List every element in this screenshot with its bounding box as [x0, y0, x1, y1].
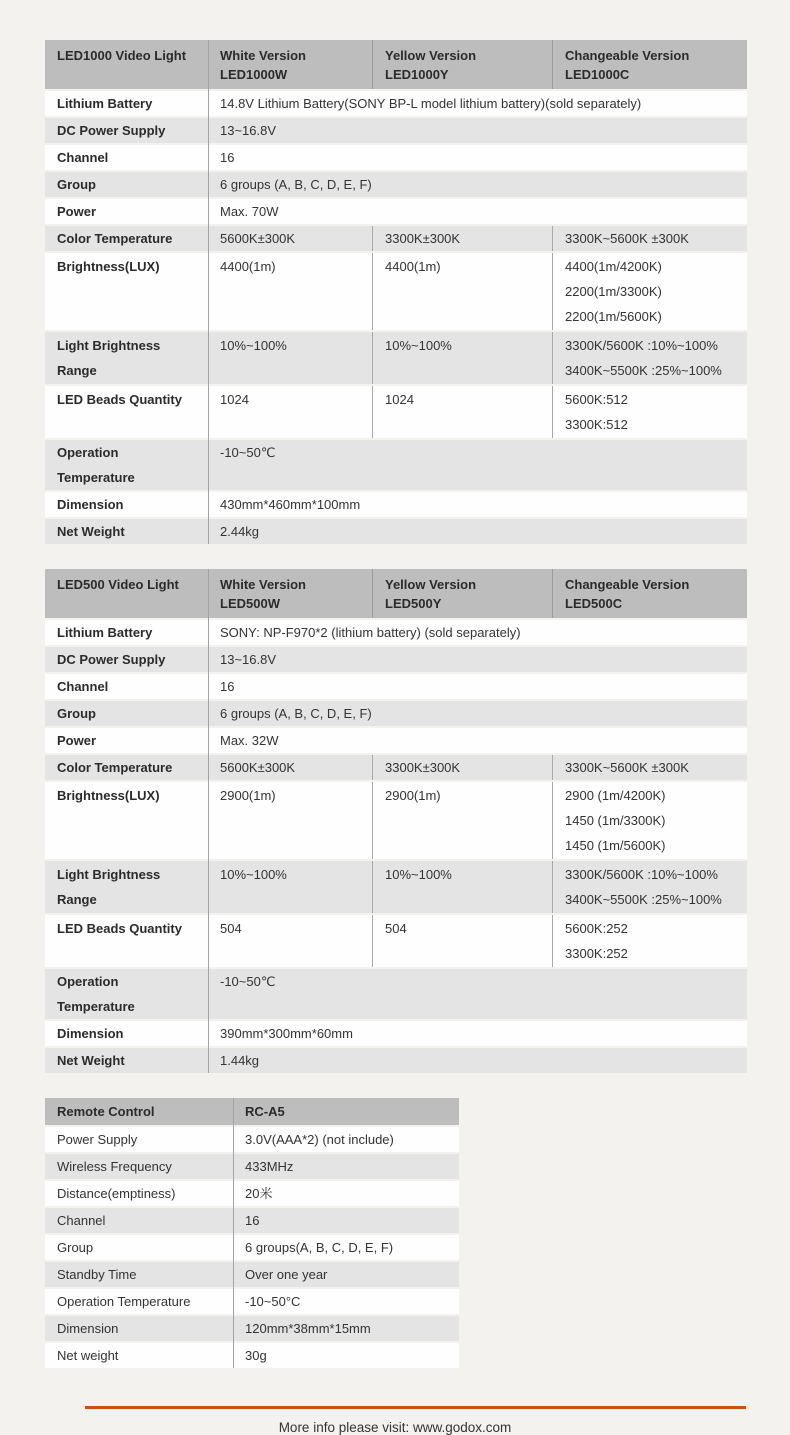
table-row-operation-temperature [45, 440, 747, 490]
led1000-table-header [45, 40, 747, 89]
row-label: Dimension [57, 1321, 119, 1336]
table-row-wireless-frequency [45, 1154, 459, 1179]
row-value: 120mm*38mm*15mm [245, 1321, 371, 1336]
value-line: 5600K:512 [565, 392, 628, 407]
cell-changeable-version [553, 253, 747, 330]
cell-yellow-version: 10%~100% [373, 332, 553, 384]
row-value: -10~50℃ [220, 445, 276, 460]
row-value: 2.44kg [220, 524, 260, 539]
row-value: -10~50℃ [220, 974, 276, 989]
row-value: 6 groups(A, B, C, D, E, F) [245, 1240, 394, 1255]
column-version-name: Yellow Version [385, 48, 477, 63]
value-line: 3300K:512 [565, 417, 628, 432]
column-header-white-version [208, 40, 373, 89]
row-value: 390mm*300mm*60mm [220, 1026, 353, 1041]
row-label: Color Temperature [57, 760, 173, 775]
table-row-lithium-battery [45, 620, 747, 645]
row-label: Net weight [57, 1348, 119, 1363]
column-model-name: LED500Y [385, 596, 442, 611]
cell-yellow-version: 3300K±300K [373, 226, 553, 251]
table-row-net-weight [45, 519, 747, 544]
row-label: Brightness(LUX) [57, 259, 160, 274]
table-row-operation-temperature [45, 1289, 459, 1314]
table-row-dimension [45, 1316, 459, 1341]
table-row-dimension [45, 492, 747, 517]
table-row-dc-power [45, 647, 747, 672]
cell-yellow-version: 4400(1m) [373, 253, 553, 330]
row-label: Operation Temperature [57, 445, 135, 485]
value-line: 3400K~5500K :25%~100% [565, 363, 722, 378]
row-label: Channel [57, 679, 109, 694]
remote-control-spec-table [45, 1098, 459, 1368]
table-row-channel [45, 145, 747, 170]
value-line: 5600K:252 [565, 921, 628, 936]
row-value: 20米 [245, 1186, 273, 1201]
column-model-name: LED1000Y [385, 67, 449, 82]
row-value: 1.44kg [220, 1053, 260, 1068]
cell-yellow-version: 1024 [373, 386, 553, 438]
row-label: Dimension [57, 1026, 124, 1041]
table-row-light-brightness-range [45, 332, 747, 384]
led1000-spec-table [45, 40, 747, 544]
row-label: DC Power Supply [57, 652, 166, 667]
value-line: 3300K/5600K :10%~100% [565, 338, 718, 353]
row-value: -10~50°C [245, 1294, 301, 1309]
row-label: LED Beads Quantity [57, 921, 182, 936]
column-version-name: White Version [220, 48, 306, 63]
row-value: 16 [220, 679, 235, 694]
table-row-light-brightness-range [45, 861, 747, 913]
column-model-name: LED500C [565, 596, 623, 611]
table-row-power [45, 199, 747, 224]
table-row-group [45, 172, 747, 197]
row-label: Lithium Battery [57, 96, 153, 111]
column-header-changeable-version [553, 569, 747, 618]
table-row-brightness [45, 782, 747, 859]
row-label: Color Temperature [57, 231, 173, 246]
value-line: 2200(1m/5600K) [565, 309, 662, 324]
row-value: Over one year [245, 1267, 328, 1282]
value-line: 4400(1m/4200K) [565, 259, 662, 274]
row-label: Dimension [57, 497, 124, 512]
cell-changeable-version [553, 782, 747, 859]
value-line: 2900 (1m/4200K) [565, 788, 666, 803]
value-line: 3300K:252 [565, 946, 628, 961]
table-row-power-supply [45, 1127, 459, 1152]
row-label: Power Supply [57, 1132, 138, 1147]
column-header-yellow-version [373, 569, 553, 618]
row-label: Wireless Frequency [57, 1159, 172, 1174]
footer-more-info-text: More info please visit: www.godox.com [278, 1420, 512, 1435]
row-label: Channel [57, 150, 109, 165]
row-label: Operation Temperature [57, 974, 135, 1014]
table-title: Remote Control [57, 1104, 155, 1119]
table-row-lithium-battery [45, 91, 747, 116]
row-value: 14.8V Lithium Battery(SONY BP-L model lithium battery)(sold separately) [220, 96, 642, 111]
row-label: Lithium Battery [57, 625, 153, 640]
table-row-net-weight [45, 1048, 747, 1073]
footer-divider-rule [85, 1406, 746, 1409]
table-row-group [45, 1235, 459, 1260]
table-row-net-weight [45, 1343, 459, 1368]
cell-white-version: 5600K±300K [208, 755, 373, 780]
led500-table-header [45, 569, 747, 618]
table-row-color-temperature [45, 755, 747, 780]
value-line: 3300K/5600K :10%~100% [565, 867, 718, 882]
cell-white-version: 5600K±300K [208, 226, 373, 251]
row-value: 16 [220, 150, 235, 165]
row-value: 16 [245, 1213, 260, 1228]
column-version-name: White Version [220, 577, 306, 592]
table-title: LED1000 Video Light [57, 48, 187, 63]
row-label: Distance(emptiness) [57, 1186, 176, 1201]
row-label: Net Weight [57, 524, 125, 539]
row-value: Max. 70W [220, 204, 279, 219]
table-row-dimension [45, 1021, 747, 1046]
row-label: Brightness(LUX) [57, 788, 160, 803]
column-model-name: LED1000W [220, 67, 288, 82]
row-value: 13~16.8V [220, 123, 277, 138]
table-row-dc-power [45, 118, 747, 143]
row-label: Channel [57, 1213, 106, 1228]
cell-white-version: 10%~100% [208, 332, 373, 384]
cell-changeable-version [553, 861, 747, 913]
value-line: 1450 (1m/5600K) [565, 838, 666, 853]
table-title: LED500 Video Light [57, 577, 179, 592]
row-label: DC Power Supply [57, 123, 166, 138]
led500-spec-table [45, 569, 747, 1073]
cell-changeable-version [553, 915, 747, 967]
row-label: Standby Time [57, 1267, 137, 1282]
table-row-color-temperature [45, 226, 747, 251]
value-line: 3400K~5500K :25%~100% [565, 892, 722, 907]
cell-changeable-version: 3300K~5600K ±300K [565, 760, 689, 775]
cell-yellow-version: 10%~100% [373, 861, 553, 913]
table-row-brightness [45, 253, 747, 330]
remote-table-header [45, 1098, 459, 1125]
cell-white-version: 1024 [208, 386, 373, 438]
column-model-name: LED1000C [565, 67, 630, 82]
column-model-name: LED500W [220, 596, 280, 611]
row-value: 430mm*460mm*100mm [220, 497, 361, 512]
row-value: 433MHz [245, 1159, 294, 1174]
cell-changeable-version: 3300K~5600K ±300K [565, 231, 689, 246]
column-header-white-version [208, 569, 373, 618]
row-label: Power [57, 733, 97, 748]
table-row-channel [45, 674, 747, 699]
row-value: SONY: NP-F970*2 (lithium battery) (sold separately) [220, 625, 521, 640]
cell-yellow-version: 3300K±300K [373, 755, 553, 780]
row-value: 30g [245, 1348, 267, 1363]
column-header-yellow-version [373, 40, 553, 89]
table-row-led-beads [45, 386, 747, 438]
value-line: 1450 (1m/3300K) [565, 813, 666, 828]
value-line: 2200(1m/3300K) [565, 284, 662, 299]
cell-changeable-version [553, 386, 747, 438]
row-label: Light Brightness Range [57, 338, 161, 378]
table-row-power [45, 728, 747, 753]
column-version-name: Changeable Version [565, 48, 690, 63]
table-row-operation-temperature [45, 969, 747, 1019]
cell-white-version: 4400(1m) [208, 253, 373, 330]
table-row-distance [45, 1181, 459, 1206]
cell-changeable-version [553, 332, 747, 384]
column-version-name: Changeable Version [565, 577, 690, 592]
row-value: 6 groups (A, B, C, D, E, F) [220, 706, 372, 721]
table-row-standby-time [45, 1262, 459, 1287]
cell-white-version: 2900(1m) [208, 782, 373, 859]
table-row-group [45, 701, 747, 726]
table-row-channel [45, 1208, 459, 1233]
row-label: Power [57, 204, 97, 219]
row-label: LED Beads Quantity [57, 392, 182, 407]
row-value: Max. 32W [220, 733, 279, 748]
column-version-name: Yellow Version [385, 577, 477, 592]
cell-white-version: 504 [208, 915, 373, 967]
row-value: 13~16.8V [220, 652, 277, 667]
cell-white-version: 10%~100% [208, 861, 373, 913]
table-row-led-beads [45, 915, 747, 967]
row-label: Group [57, 1240, 94, 1255]
row-label: Group [57, 706, 96, 721]
row-label: Operation Temperature [57, 1294, 191, 1309]
cell-yellow-version: 504 [373, 915, 553, 967]
row-label: Light Brightness Range [57, 867, 161, 907]
row-value: 3.0V(AAA*2) (not include) [245, 1132, 394, 1147]
cell-yellow-version: 2900(1m) [373, 782, 553, 859]
column-model-name: RC-A5 [245, 1104, 285, 1119]
row-label: Net Weight [57, 1053, 125, 1068]
row-label: Group [57, 177, 96, 192]
column-header-changeable-version [553, 40, 747, 89]
row-value: 6 groups (A, B, C, D, E, F) [220, 177, 372, 192]
